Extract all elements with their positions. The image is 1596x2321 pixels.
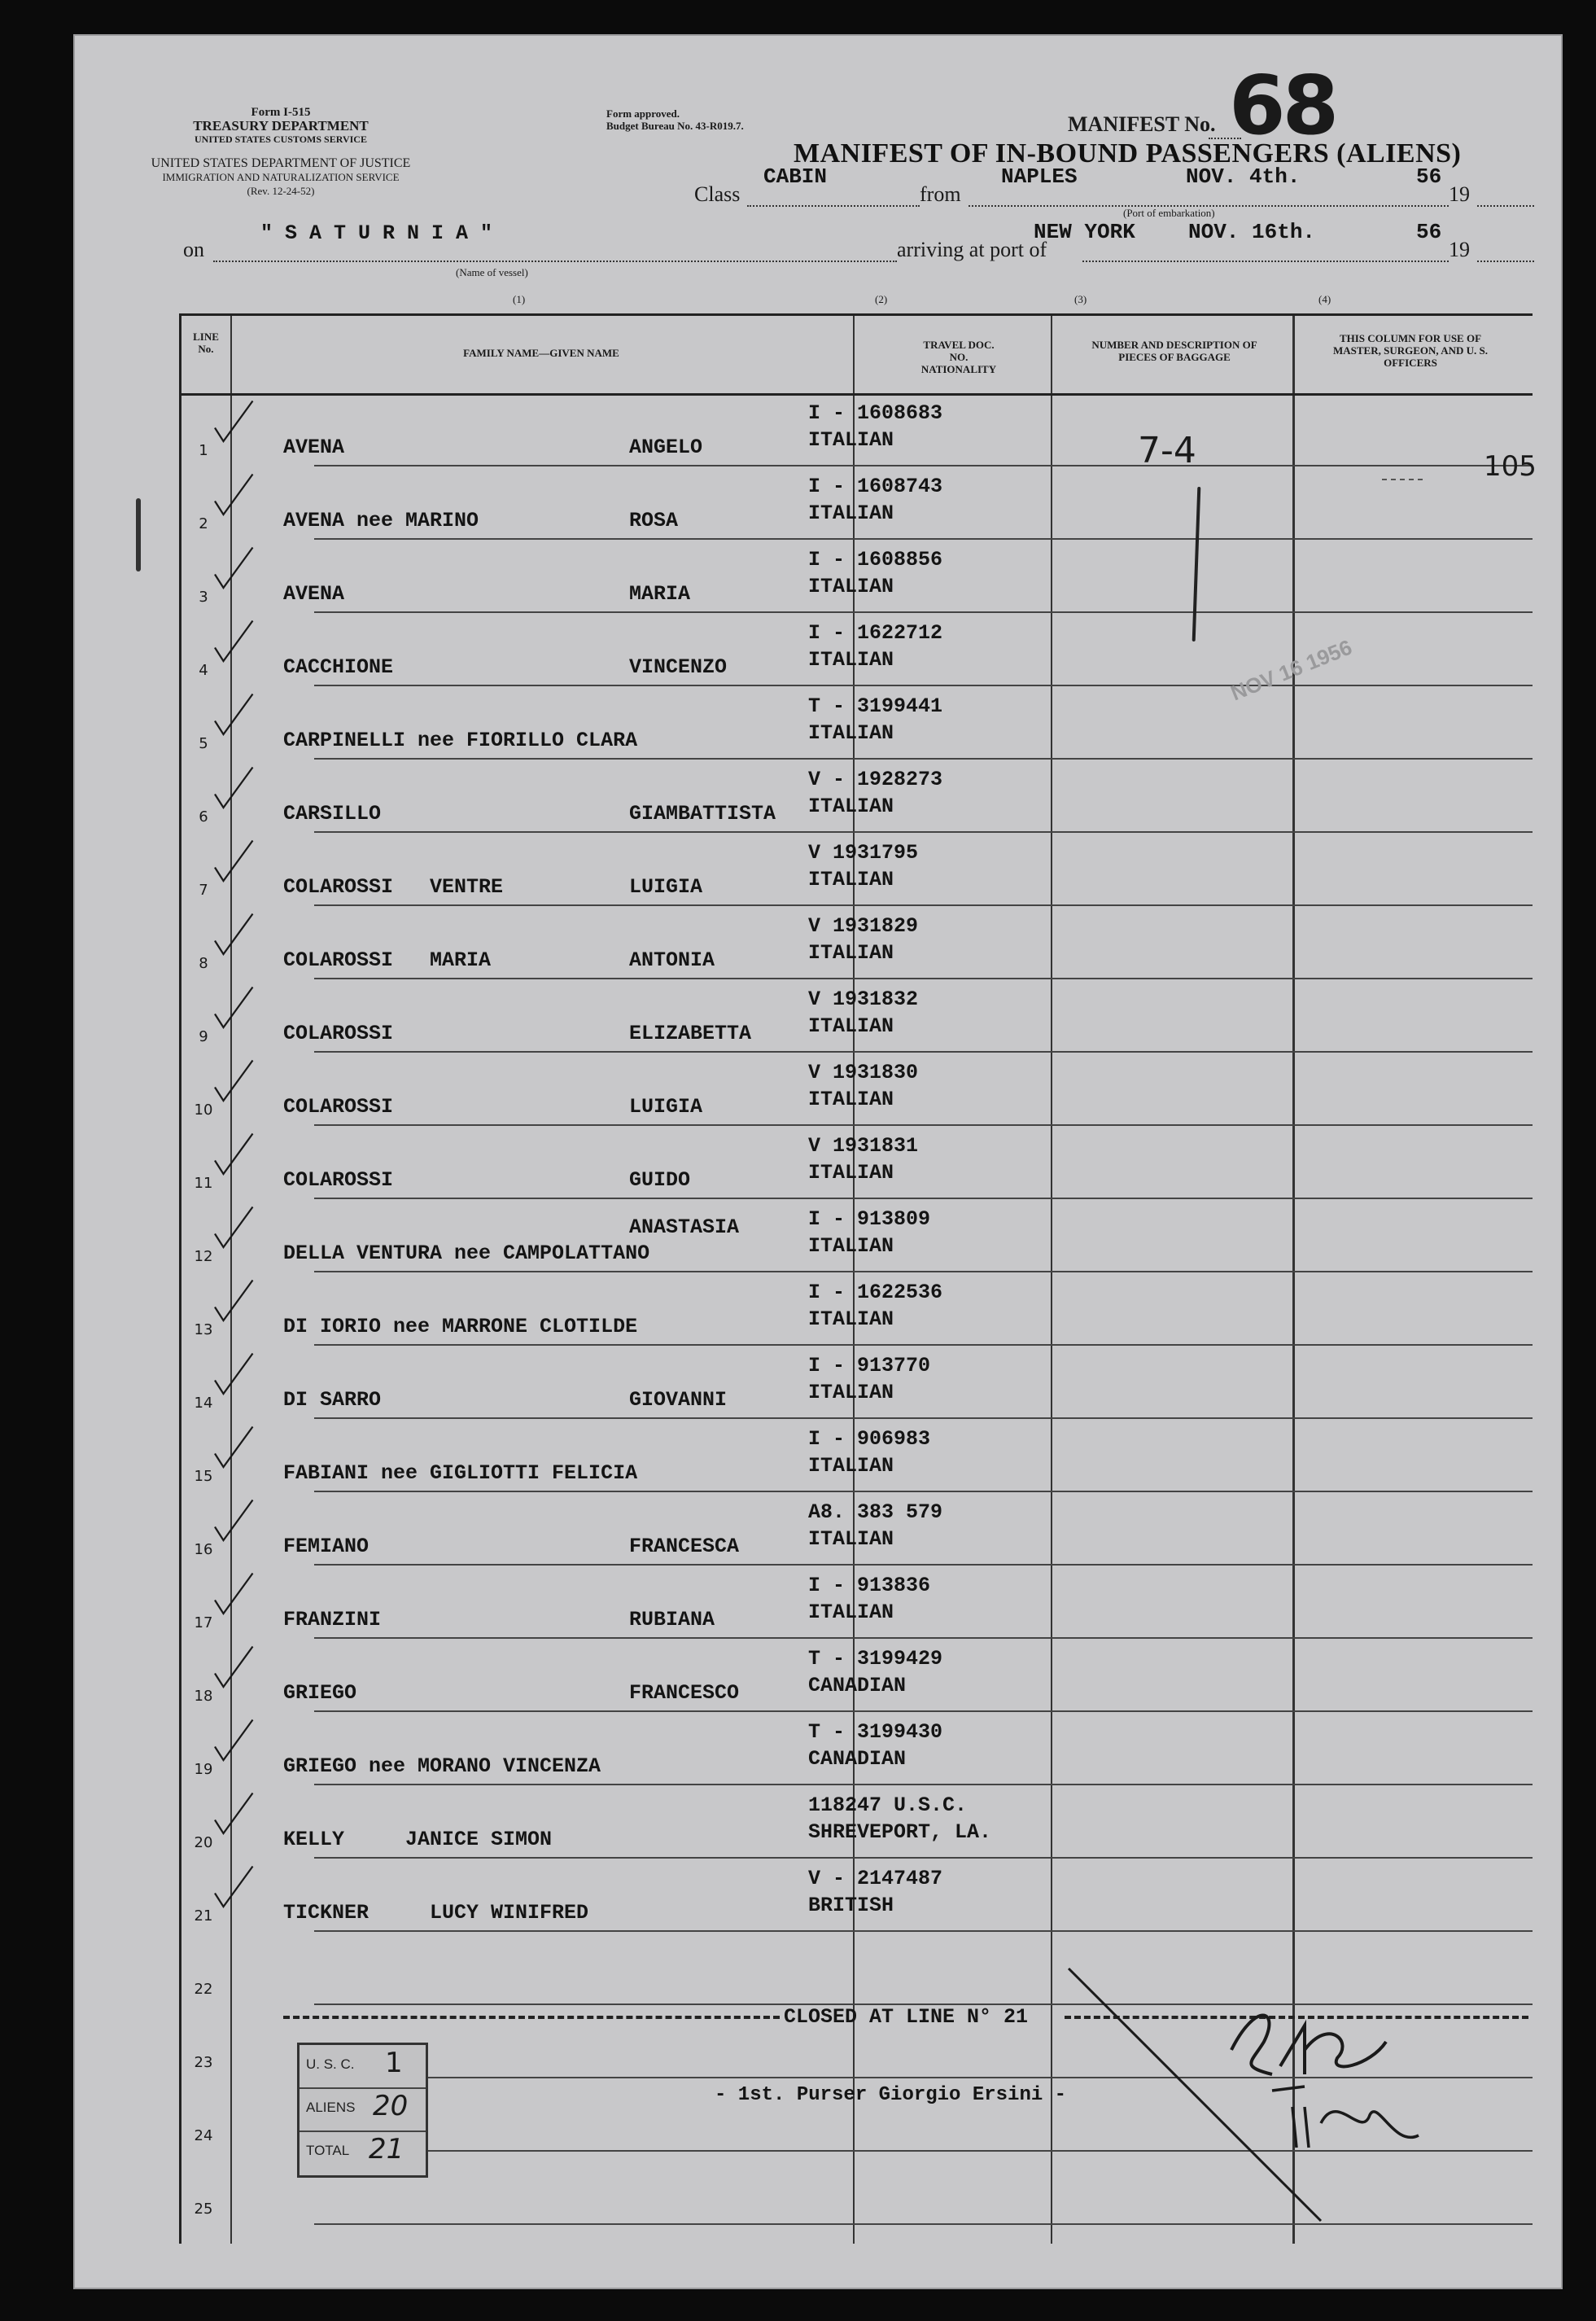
col-head-line-no: LINE No. [193,331,219,355]
family-name: DELLA VENTURA nee CAMPOLATTANO [283,1242,650,1265]
given-name: LUIGIA [629,1095,703,1119]
treasury-department: TREASURY DEPARTMENT [193,118,369,134]
line-number: 9 [199,1028,208,1045]
table-row [181,686,1533,760]
nationality: ITALIAN [808,1307,894,1331]
stamp-row-usc [300,2045,426,2089]
line-number: 6 [199,808,208,825]
travel-doc-number: I - 913770 [808,1354,931,1377]
table-row [181,466,1533,540]
closed-at-line: CLOSED AT LINE N° 21 [784,2005,1029,2029]
vessel-line [213,261,897,262]
stamp-usc-value: 1 [385,2047,403,2079]
line-number: 4 [199,662,208,679]
table-row [181,1053,1533,1126]
nationality: ITALIAN [808,795,894,818]
given-name: ANTONIA [629,948,715,972]
family-name: AVENA [283,436,345,459]
given-name: GIAMBATTISTA [629,802,776,825]
table-row [181,1126,1533,1199]
line-number: 5 [199,735,208,752]
family-name: GRIEGO [283,1681,357,1705]
arriving-year-line [1477,261,1534,262]
given-name: ELIZABETTA [629,1022,752,1045]
travel-doc-number: I - 906983 [808,1427,931,1451]
ins-label: IMMIGRATION AND NATURALIZATION SERVICE [162,171,400,183]
given-name: ANASTASIA [629,1215,740,1239]
class-line [747,205,920,207]
line-number: 3 [199,589,208,606]
table-row [181,906,1533,979]
tick-mark-icon [206,544,263,593]
count-stamp [297,2043,428,2178]
nationality: ITALIAN [808,575,894,598]
line-number: 8 [199,955,208,972]
line-number: 13 [194,1321,213,1338]
travel-doc-number: A8. 383 579 [808,1500,943,1524]
class-value: CABIN [763,164,828,189]
travel-doc-number: T - 3199441 [808,694,943,718]
table-row [181,1639,1533,1712]
tick-mark-icon [206,1277,263,1325]
from-label: from [920,182,961,206]
col-num-4: (4) [1318,293,1331,305]
line-number: 24 [194,2127,213,2144]
vessel-caption: (Name of vessel) [456,266,528,278]
purser-signature-line: - 1st. Purser Giorgio Ersini - [715,2084,1067,2106]
family-name: TICKNER LUCY WINIFRED [283,1901,589,1925]
given-name: GUIDO [629,1168,691,1192]
customs-service: UNITED STATES CUSTOMS SERVICE [195,134,367,145]
family-name: COLAROSSI MARIA [283,948,492,972]
family-name: AVENA [283,582,345,606]
given-name: FRANCESCO [629,1681,740,1705]
given-name: ROSA [629,509,679,532]
travel-doc-number: V - 1928273 [808,768,943,791]
table-row [181,1272,1533,1346]
manifest-no-value: 68 [1229,58,1336,153]
line-number: 14 [194,1395,213,1412]
nationality: ITALIAN [808,1601,894,1624]
from-year-line [1477,205,1534,207]
tick-mark-icon [206,837,263,886]
family-name: GRIEGO nee MORANO VINCENZA [283,1754,601,1778]
line-number: 21 [194,1907,213,1925]
revision-date: (Rev. 12-24-52) [247,185,315,197]
table-row [181,833,1533,906]
arriving-label: arriving at port of [897,238,1047,261]
travel-doc-number: V - 2147487 [808,1867,943,1890]
tick-mark-icon [206,397,263,446]
tick-mark-icon [206,983,263,1032]
tick-mark-icon [206,1496,263,1545]
arriving-line [1082,261,1449,262]
line-number: 23 [194,2054,213,2071]
tick-mark-icon [206,690,263,739]
table-row [181,1346,1533,1419]
stamp-usc-label: U. S. C. [306,2056,355,2072]
tick-mark-icon [206,1350,263,1399]
margin-mark [136,498,141,571]
nationality: BRITISH [808,1894,894,1917]
family-name: COLAROSSI [283,1095,394,1119]
nationality: ITALIAN [808,1527,894,1551]
col-head-travel-doc: TRAVEL DOC. NO. NATIONALITY [920,339,997,375]
manifest-no-label: MANIFEST No. [1068,112,1216,136]
nationality: CANADIAN [808,1674,907,1697]
travel-doc-number: I - 913809 [808,1207,931,1231]
line-number: 20 [194,1834,213,1851]
arriving-port: NEW YORK [1034,220,1135,244]
family-name: COLAROSSI [283,1022,394,1045]
stamp-row-total [300,2131,426,2174]
family-name: CARSILLO [283,802,382,825]
travel-doc-number: 118247 U.S.C. [808,1793,968,1817]
line-number: 7 [199,882,208,899]
arriving-year: 56 [1416,220,1442,244]
tick-mark-icon [206,910,263,959]
nationality: ITALIAN [808,1014,894,1038]
col-head-baggage: NUMBER AND DESCRIPTION OF PIECES OF BAGGAGE [1091,339,1257,363]
stamp-aliens-value: 20 [373,2090,409,2122]
nationality: ITALIAN [808,1234,894,1258]
manifest-table [179,313,1537,2244]
from-date: NOV. 4th. [1186,164,1301,189]
nationality: ITALIAN [808,941,894,965]
form-approved: Form approved. [606,107,680,120]
nationality: ITALIAN [808,868,894,891]
family-name: FABIANI nee GIGLIOTTI FELICIA [283,1461,638,1485]
stamp-aliens-label: ALIENS [306,2100,356,2115]
table-row [181,540,1533,613]
budget-bureau: Budget Bureau No. 43-R019.7. [606,120,744,132]
family-name: AVENA nee MARINO [283,509,479,532]
col-head-officers: THIS COLUMN FOR USE OF MASTER, SURGEON, AND U. S. OFFICERS [1333,332,1488,369]
nationality: SHREVEPORT, LA. [808,1820,992,1844]
family-name: DI SARRO [283,1388,382,1412]
travel-doc-number: V 1931830 [808,1061,919,1084]
table-row [181,760,1533,833]
line-number: 25 [194,2201,213,2218]
given-name: VINCENZO [629,655,728,679]
table-row [181,1419,1533,1492]
travel-doc-number: I - 1608683 [808,401,943,425]
travel-doc-number: V 1931832 [808,988,919,1011]
tick-mark-icon [206,1130,263,1179]
line-number: 2 [199,515,208,532]
tick-mark-icon [206,1057,263,1106]
table-row [181,1492,1533,1566]
officer-dash [1382,479,1423,480]
department-of-justice: UNITED STATES DEPARTMENT OF JUSTICE [151,156,411,170]
tick-mark-icon [206,1789,263,1838]
table-row [181,393,1533,466]
class-label: Class [694,182,741,206]
given-name: MARIA [629,582,691,606]
table-row [181,979,1533,1053]
travel-doc-number: I - 1608856 [808,548,943,571]
given-name: GIOVANNI [629,1388,728,1412]
line-number: 18 [194,1688,213,1705]
line-number: 1 [199,442,208,459]
travel-doc-number: V 1931829 [808,914,919,938]
travel-doc-number: V 1931831 [808,1134,919,1158]
travel-doc-number: V 1931795 [808,841,919,865]
tick-mark-icon [206,1716,263,1765]
table-row [181,1199,1533,1272]
given-name: FRANCESCA [629,1535,740,1558]
tick-mark-icon [206,1570,263,1618]
col-head-name: FAMILY NAME—GIVEN NAME [463,347,619,359]
officer-note: 105 [1484,450,1537,483]
date-stamp: NOV 16 1956 [1227,634,1356,706]
nationality: ITALIAN [808,721,894,745]
given-name: RUBIANA [629,1608,715,1631]
manifest-title: MANIFEST OF IN-BOUND PASSENGERS (ALIENS) [794,138,1462,169]
arriving-year-prefix: 19 [1449,238,1470,261]
table-row [181,1859,1533,1932]
given-name: ANGELO [629,436,703,459]
nationality: ITALIAN [808,1454,894,1478]
line-number: 10 [194,1101,213,1119]
line-number: 19 [194,1761,213,1778]
on-label: on [183,238,204,261]
stamp-row-aliens [300,2088,426,2132]
travel-doc-number: I - 1622536 [808,1281,943,1304]
nationality: ITALIAN [808,1161,894,1185]
port-of-embarkation-label: (Port of embarkation) [1123,207,1215,219]
family-name: CARPINELLI nee FIORILLO CLARA [283,729,638,752]
nationality: CANADIAN [808,1747,907,1771]
from-port: NAPLES [1001,164,1078,189]
travel-doc-number: I - 1608743 [808,475,943,498]
family-name: FEMIANO [283,1535,369,1558]
stamp-total-value: 21 [369,2133,404,2166]
given-name: LUIGIA [629,875,703,899]
nationality: ITALIAN [808,648,894,672]
manifest-sheet [73,34,1563,2289]
tick-mark-icon [206,1643,263,1692]
nationality: ITALIAN [808,1381,894,1404]
table-row [181,1785,1533,1859]
vessel-name: " S A T U R N I A " [260,221,493,245]
tick-mark-icon [206,764,263,812]
officer-signature [1060,1952,1516,2229]
table-row [181,1566,1533,1639]
col-num-1: (1) [513,293,526,305]
form-number: Form I-515 [251,106,311,119]
col-num-3: (3) [1074,293,1087,305]
family-name: COLAROSSI VENTRE [283,875,504,899]
tick-mark-icon [206,471,263,519]
travel-doc-number: I - 913836 [808,1574,931,1597]
closed-dash-left [283,2016,780,2019]
line-number: 11 [194,1175,213,1192]
nationality: ITALIAN [808,1088,894,1111]
family-name: FRANZINI [283,1608,382,1631]
col-num-2: (2) [875,293,888,305]
tick-mark-icon [206,1423,263,1472]
line-number: 16 [194,1541,213,1558]
tick-mark-icon [206,617,263,666]
line-number: 15 [194,1468,213,1485]
travel-doc-number: T - 3199429 [808,1647,943,1671]
from-year: 56 [1416,164,1442,189]
family-name: COLAROSSI [283,1168,394,1192]
table-row [181,1712,1533,1785]
line-number: 17 [194,1614,213,1631]
tick-mark-icon [206,1863,263,1912]
family-name: DI IORIO nee MARRONE CLOTILDE [283,1315,638,1338]
family-name: CACCHIONE [283,655,394,679]
line-number: 12 [194,1248,213,1265]
arriving-date: NOV. 16th. [1188,220,1316,244]
family-name: KELLY JANICE SIMON [283,1828,553,1851]
nationality: ITALIAN [808,501,894,525]
line-number: 22 [194,1981,213,1998]
from-year-prefix: 19 [1449,182,1470,206]
tick-mark-icon [206,1203,263,1252]
stamp-total-label: TOTAL [306,2143,350,2158]
baggage-note: 7-4 [1138,430,1196,471]
nationality: ITALIAN [808,428,894,452]
travel-doc-number: T - 3199430 [808,1720,943,1744]
travel-doc-number: I - 1622712 [808,621,943,645]
